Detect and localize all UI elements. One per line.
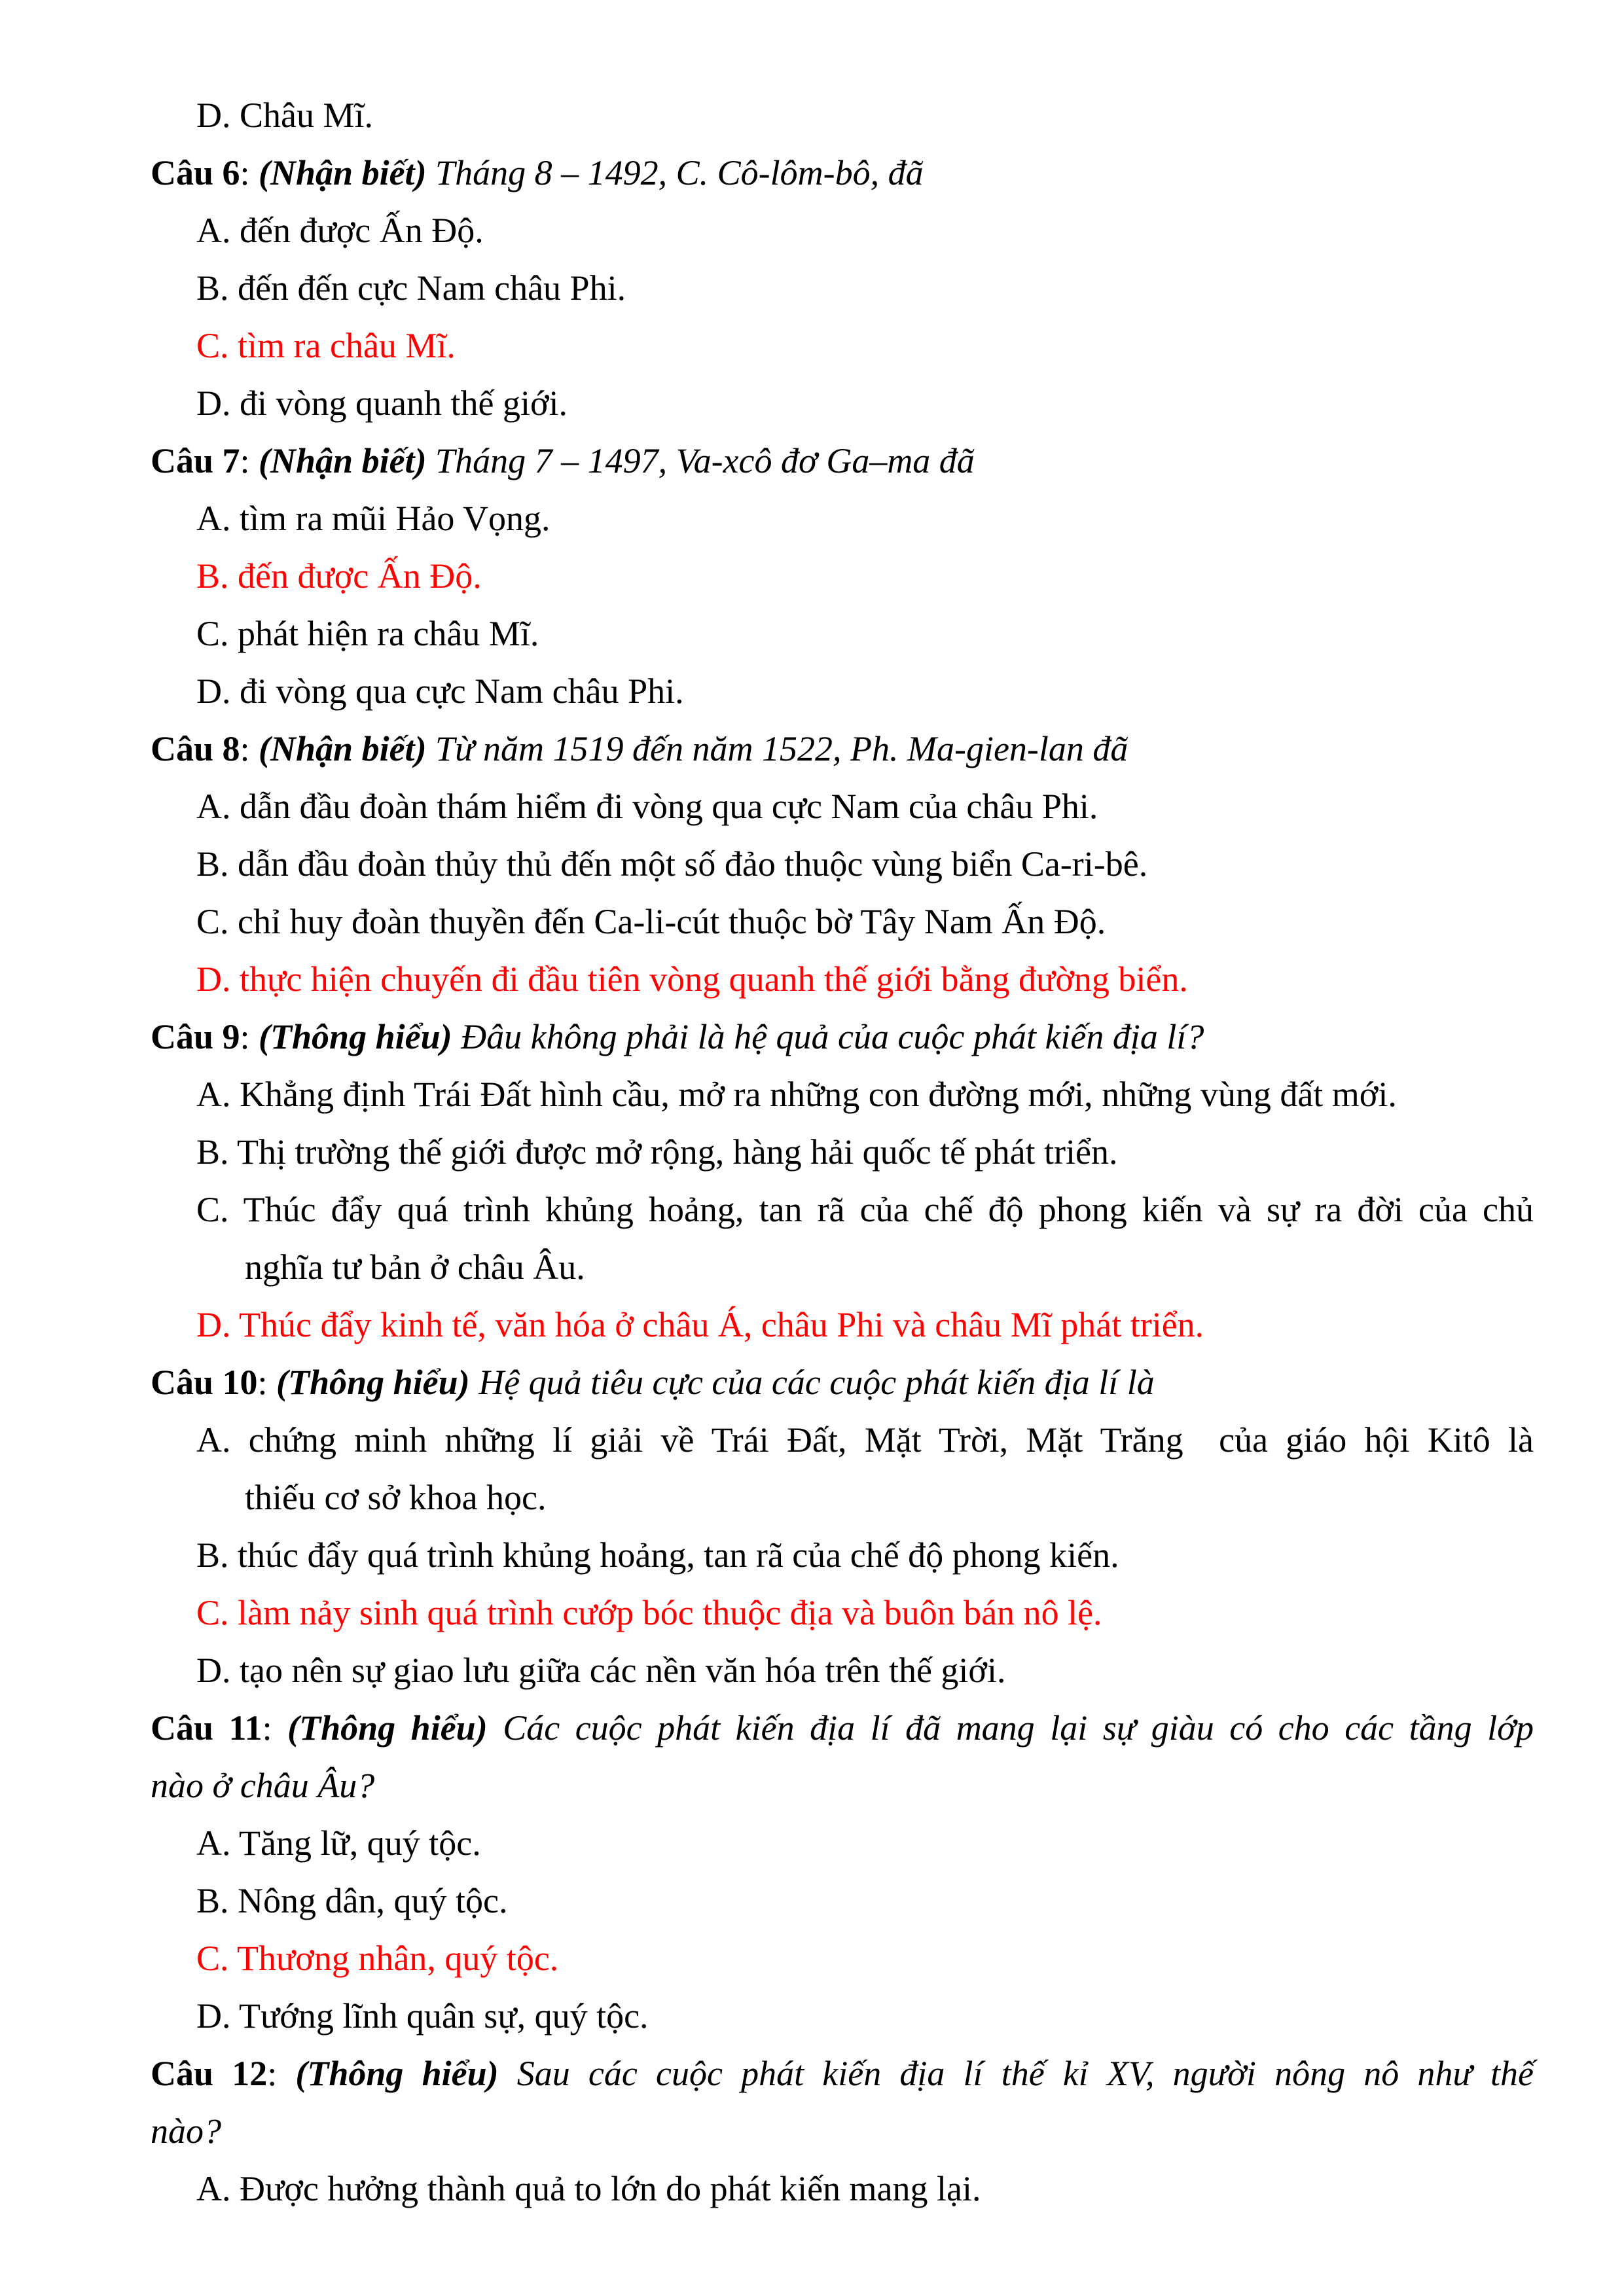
option-c-correct: C. làm nảy sinh quá trình cướp bóc thuộc địa và buôn bán nô lệ. [196,1593,1102,1632]
question-11 [151,1699,1534,1757]
option-d: D. đi vòng quanh thế giới. [196,384,568,423]
option-b-correct: B. đến được Ấn Độ. [196,556,482,596]
difficulty-level: (Nhận biết) [259,153,427,192]
question-9 [151,1008,1534,1066]
separator: : [240,729,259,768]
option-d: D. tạo nên sự giao lưu giữa các nền văn hóa trên thế giới. [196,1651,1006,1690]
question-10 [151,1354,1534,1411]
option-c: C. chỉ huy đoàn thuyền đến Ca-li-cút thuộc bờ Tây Nam Ấn Độ. [196,902,1106,941]
option-b: B. dẫn đầu đoàn thủy thủ đến một số đảo thuộc vùng biển Ca-ri-bê. [196,844,1148,884]
question-6 [151,144,1534,202]
option-a: A. Được hưởng thành quả to lớn do phát kiến mang lại. [196,2169,981,2208]
question-stem-continuation [151,2102,1534,2160]
question-number: Câu 12 [151,2054,268,2093]
option-a: A. đến được Ấn Độ. [196,211,484,250]
option-c-correct: C. Thương nhân, quý tộc. [196,1939,559,1978]
option-d-correct: D. Thúc đẩy kinh tế, văn hóa ở châu Á, châu Phi và châu Mĩ phát triển. [196,1305,1204,1344]
option-a: A. Tăng lữ, quý tộc. [196,1823,481,1863]
question-stem: Đâu không phải là hệ quả của cuộc phát kiến địa lí? [452,1017,1204,1056]
question-stem: Tháng 8 – 1492, C. Cô-lôm-bô, đã [426,153,924,192]
separator: : [240,1017,259,1056]
question-8 [151,720,1534,778]
question-stem: nào ở châu Âu? [151,1766,375,1805]
option-c: C. phát hiện ra châu Mĩ. [196,614,539,653]
question-number: Câu 10 [151,1363,258,1402]
question-stem: Các cuộc phát kiến địa lí đã mang lại sự giàu có cho các tầng lớp [487,1708,1534,1748]
question-stem-continuation [151,1757,1534,1814]
question-number: Câu 9 [151,1017,240,1056]
option-b: B. đến đến cực Nam châu Phi. [196,268,626,308]
option-d: D. Tướng lĩnh quân sự, quý tộc. [196,1996,649,2036]
option-d: D. Châu Mĩ. [196,96,373,135]
separator: : [240,441,259,480]
question-12 [151,2045,1534,2102]
question-number: Câu 6 [151,153,240,192]
question-number: Câu 11 [151,1708,262,1748]
separator: : [267,2054,296,2093]
separator: : [240,153,259,192]
question-stem: Tháng 7 – 1497, Va-xcô đơ Ga–ma đã [426,441,975,480]
separator: : [262,1708,288,1748]
option-c-continuation: nghĩa tư bản ở châu Âu. [245,1247,585,1287]
difficulty-level: (Thông hiểu) [259,1017,452,1056]
question-7 [151,432,1534,490]
question-stem: nào? [151,2111,221,2151]
option-a-continuation: thiếu cơ sở khoa học. [245,1478,547,1517]
option-c-correct: C. tìm ra châu Mĩ. [196,326,456,365]
option-b: B. thúc đẩy quá trình khủng hoảng, tan rã của chế độ phong kiến. [196,1535,1119,1575]
question-number: Câu 8 [151,729,240,768]
difficulty-level: (Thông hiểu) [295,2054,499,2093]
difficulty-level: (Nhận biết) [259,441,427,480]
option-a: A. tìm ra mũi Hảo Vọng. [196,499,550,538]
option-b: B. Nông dân, quý tộc. [196,1881,508,1920]
question-stem: Từ năm 1519 đến năm 1522, Ph. Ma-gien-lan đã [426,729,1128,768]
option-a: A. dẫn đầu đoàn thám hiểm đi vòng qua cực Nam của châu Phi. [196,787,1098,826]
option-d: D. đi vòng qua cực Nam châu Phi. [196,672,684,711]
option-a: A. Khẳng định Trái Đất hình cầu, mở ra những con đường mới, những vùng đất mới. [196,1075,1397,1114]
option-d-correct: D. thực hiện chuyến đi đầu tiên vòng quanh thế giới bằng đường biển. [196,960,1188,999]
difficulty-level: (Thông hiểu) [276,1363,470,1402]
question-stem: Sau các cuộc phát kiến địa lí thế kỉ XV, người nông nô như thế [498,2054,1534,2093]
question-stem: Hệ quả tiêu cực của các cuộc phát kiến địa lí là [469,1363,1155,1402]
difficulty-level: (Thông hiểu) [287,1708,488,1748]
question-number: Câu 7 [151,441,240,480]
separator: : [257,1363,277,1402]
difficulty-level: (Nhận biết) [259,729,427,768]
option-b: B. Thị trường thế giới được mở rộng, hàng hải quốc tế phát triển. [196,1132,1118,1172]
option-a: A. chứng minh những lí giải về Trái Đất, Mặt Trời, Mặt Trăng của giáo hội Kitô là [196,1420,1534,1460]
option-c: C. Thúc đẩy quá trình khủng hoảng, tan rã của chế độ phong kiến và sự ra đời của chủ [196,1190,1534,1229]
